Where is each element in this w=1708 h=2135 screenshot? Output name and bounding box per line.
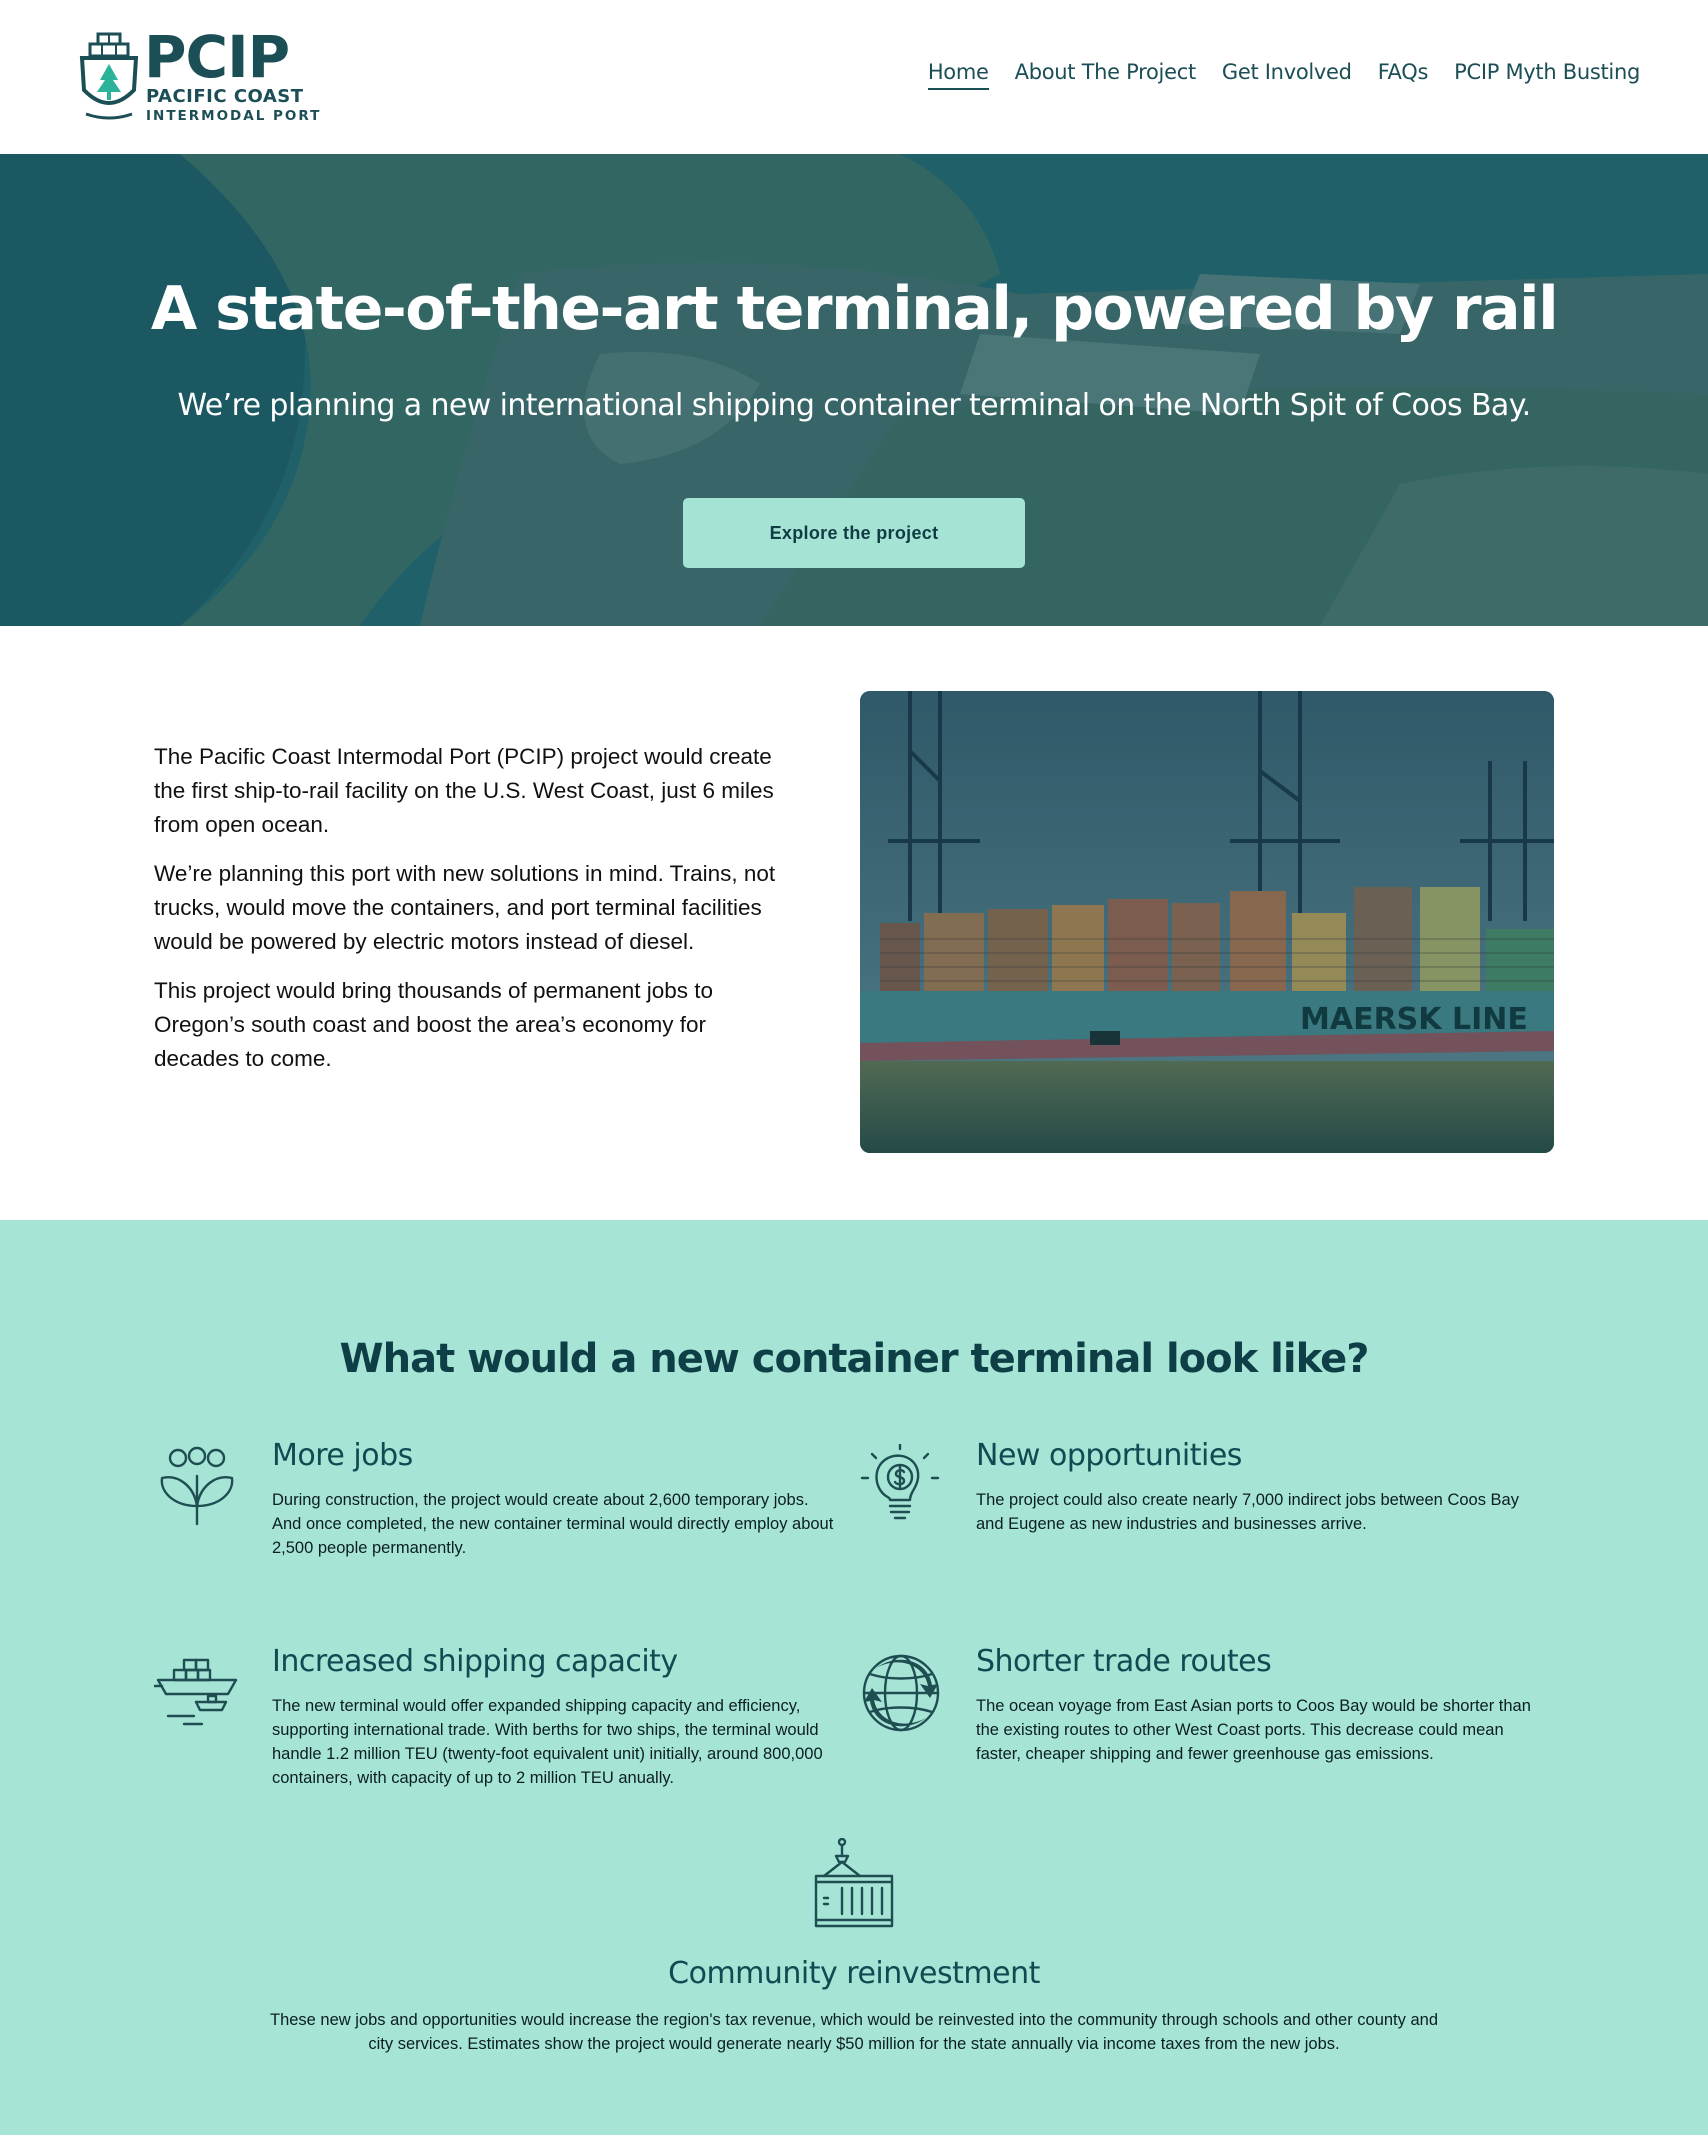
intro-text <box>154 740 794 1091</box>
pcip-logo[interactable] <box>78 23 322 128</box>
nav-myth-busting[interactable]: PCIP Myth Busting <box>1454 60 1640 84</box>
logo-wordmark: PCIP <box>144 23 290 91</box>
feature-title: More jobs <box>272 1438 413 1473</box>
feature-body: During construction, the project would create about 2,600 temporary jobs. And once completed, the new container terminal would directly employ about 2,500 people permanently. <box>272 1491 834 1557</box>
lightbulb-dollar-icon <box>858 1444 944 1530</box>
hero-section <box>0 154 1708 626</box>
container-crane-icon <box>812 1838 896 1928</box>
feature-body: These new jobs and opportunities would increase the region's tax revenue, which would be reinvested into the community through schools and other county and city services. Estimates show the project would generate nearly $50 million for the state annually via income taxes from the new jobs. <box>269 2011 1439 2053</box>
logo-tagline-1: PACIFIC COAST <box>146 86 304 107</box>
features-section <box>0 1220 1708 2135</box>
feature-body: The project could also create nearly 7,000 indirect jobs between Coos Bay and Eugene as new industries and businesses arrive. <box>976 1491 1519 1533</box>
logo-tagline-2: INTERMODAL PORT <box>146 108 322 124</box>
hero-subtitle: We’re planning a new international shipping container terminal on the North Spit of Coos Bay. <box>177 388 1531 423</box>
intro-paragraph: We’re planning this port with new solutions in mind. Trains, not trucks, would move the containers, and port terminal facilities would be powered by electric motors instead of diesel. <box>154 861 776 954</box>
feature-title: Increased shipping capacity <box>272 1644 678 1679</box>
cargo-ship-icon <box>154 1650 240 1736</box>
nav-faqs[interactable]: FAQs <box>1377 60 1429 84</box>
nav-home[interactable]: Home <box>928 60 989 90</box>
globe-arrows-icon <box>858 1650 944 1736</box>
nav-about-the-project[interactable]: About The Project <box>1014 60 1196 84</box>
intro-paragraph: This project would bring thousands of permanent jobs to Oregon’s south coast and boost the area’s economy for decades to come. <box>154 978 714 1071</box>
intro-section <box>0 626 1708 1220</box>
feature-body: The ocean voyage from East Asian ports to Coos Bay would be shorter than the existing routes to other West Coast ports. This decrease could mean faster, cheaper shipping and fewer greenhouse gas emissions. <box>976 1697 1531 1763</box>
feature-title: New opportunities <box>976 1438 1242 1473</box>
intro-paragraph: The Pacific Coast Intermodal Port (PCIP) project would create the first ship-to-rail facility on the U.S. West Coast, just 6 miles from open ocean. <box>154 744 774 837</box>
feature-title: Shorter trade routes <box>976 1644 1272 1679</box>
feature-body: The new terminal would offer expanded shipping capacity and efficiency, supporting international trade. With berths for two ships, the terminal would handle 1.2 million TEU (twenty-foot equivalent unit) initially, around 800,000 containers, with capacity of up to 2 million TEU anually. <box>272 1697 823 1787</box>
container-ship-photo <box>860 691 1554 1153</box>
nav-get-involved[interactable]: Get Involved <box>1221 60 1352 84</box>
people-leaf-icon <box>154 1444 240 1530</box>
site-header <box>0 0 1708 154</box>
explore-project-button[interactable]: Explore the project <box>683 498 1025 568</box>
features-title: What would a new container terminal look like? <box>339 1336 1369 1382</box>
container-ship-illustration <box>860 691 1554 1153</box>
main-nav <box>902 60 1640 90</box>
feature-title: Community reinvestment <box>668 1956 1040 1991</box>
ship-name-text: MAERSK LINE <box>1300 1002 1528 1037</box>
ship-tree-logo-icon <box>78 28 140 124</box>
hero-title: A state-of-the-art terminal, powered by rail <box>150 274 1558 344</box>
